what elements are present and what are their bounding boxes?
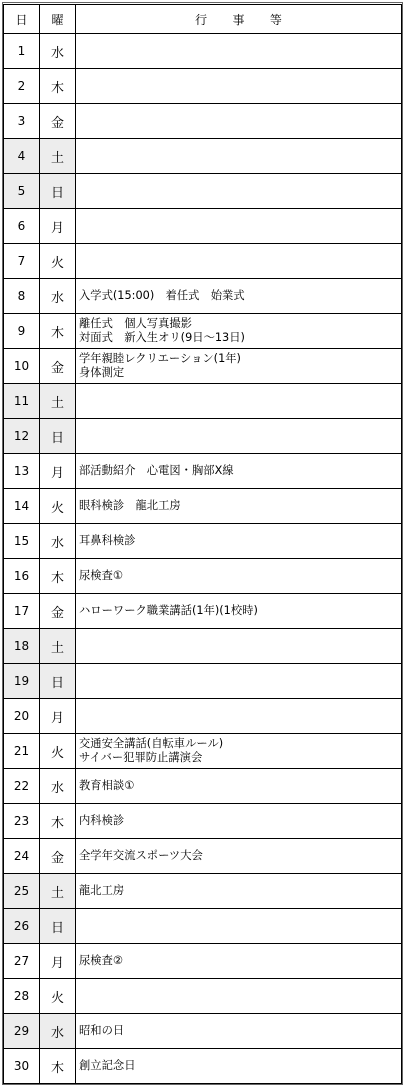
weekday-cell: 月 bbox=[40, 699, 76, 734]
event-cell bbox=[76, 174, 402, 209]
event-cell bbox=[76, 244, 402, 279]
event-cell bbox=[76, 279, 402, 314]
event-cell bbox=[76, 839, 402, 874]
event-line-2: 対面式 新入生オリ(9日～13日) bbox=[79, 331, 245, 344]
day-cell: 30 bbox=[4, 1049, 40, 1084]
day-cell: 9 bbox=[4, 314, 40, 349]
weekday-cell: 月 bbox=[40, 944, 76, 979]
table-row bbox=[4, 419, 402, 454]
weekday-cell: 水 bbox=[40, 1014, 76, 1049]
table-row bbox=[4, 104, 402, 139]
day-cell: 29 bbox=[4, 1014, 40, 1049]
table-row bbox=[4, 139, 402, 174]
event-cell bbox=[76, 979, 402, 1014]
event-line-1: 学年親睦レクリエーション(1年) bbox=[79, 352, 241, 365]
weekday-cell: 日 bbox=[40, 174, 76, 209]
table-row bbox=[4, 734, 402, 769]
day-cell: 2 bbox=[4, 69, 40, 104]
table-row bbox=[4, 559, 402, 594]
day-cell: 18 bbox=[4, 629, 40, 664]
event-line-1: 尿検査② bbox=[79, 954, 124, 967]
day-cell: 15 bbox=[4, 524, 40, 559]
weekday-cell: 土 bbox=[40, 384, 76, 419]
event-cell bbox=[76, 664, 402, 699]
event-cell bbox=[76, 454, 402, 489]
event-cell bbox=[76, 419, 402, 454]
table-row bbox=[4, 664, 402, 699]
day-cell: 5 bbox=[4, 174, 40, 209]
weekday-cell: 火 bbox=[40, 734, 76, 769]
table-row bbox=[4, 279, 402, 314]
day-cell: 8 bbox=[4, 279, 40, 314]
event-line-1: 交通安全講話(自転車ルール) bbox=[79, 737, 224, 750]
table-row bbox=[4, 699, 402, 734]
day-cell: 1 bbox=[4, 34, 40, 69]
event-cell bbox=[76, 104, 402, 139]
day-cell: 22 bbox=[4, 769, 40, 804]
weekday-cell: 金 bbox=[40, 594, 76, 629]
event-line-2: サイバー犯罪防止講演会 bbox=[79, 751, 203, 764]
table-row bbox=[4, 909, 402, 944]
day-cell: 20 bbox=[4, 699, 40, 734]
weekday-cell: 木 bbox=[40, 314, 76, 349]
weekday-cell: 金 bbox=[40, 104, 76, 139]
weekday-cell: 土 bbox=[40, 874, 76, 909]
day-cell: 3 bbox=[4, 104, 40, 139]
table-row bbox=[4, 944, 402, 979]
day-cell: 6 bbox=[4, 209, 40, 244]
event-line-1: 部活動紹介 心電図・胸部X線 bbox=[79, 464, 234, 477]
table-row bbox=[4, 629, 402, 664]
table-row bbox=[4, 804, 402, 839]
event-cell bbox=[76, 489, 402, 524]
weekday-cell: 水 bbox=[40, 279, 76, 314]
event-line-2: 身体測定 bbox=[79, 366, 125, 379]
weekday-cell: 日 bbox=[40, 664, 76, 699]
event-line-1: 創立記念日 bbox=[79, 1059, 136, 1072]
event-line-1: 昭和の日 bbox=[79, 1024, 125, 1037]
table-row bbox=[4, 244, 402, 279]
weekday-cell: 火 bbox=[40, 979, 76, 1014]
weekday-cell: 月 bbox=[40, 454, 76, 489]
weekday-cell: 土 bbox=[40, 629, 76, 664]
event-cell bbox=[76, 944, 402, 979]
event-line-1: 眼科検診 龍北工房 bbox=[79, 499, 181, 512]
event-cell bbox=[76, 69, 402, 104]
day-cell: 17 bbox=[4, 594, 40, 629]
weekday-cell: 木 bbox=[40, 804, 76, 839]
table-row bbox=[4, 594, 402, 629]
day-cell: 21 bbox=[4, 734, 40, 769]
weekday-cell: 火 bbox=[40, 489, 76, 524]
table-row bbox=[4, 384, 402, 419]
header-row bbox=[4, 5, 402, 34]
weekday-cell: 木 bbox=[40, 1049, 76, 1084]
table-row bbox=[4, 349, 402, 384]
table-row bbox=[4, 209, 402, 244]
event-line-1: 耳鼻科検診 bbox=[79, 534, 136, 547]
weekday-cell: 日 bbox=[40, 419, 76, 454]
table-row bbox=[4, 174, 402, 209]
weekday-cell: 金 bbox=[40, 839, 76, 874]
table-row bbox=[4, 1014, 402, 1049]
weekday-cell: 水 bbox=[40, 524, 76, 559]
weekday-cell: 金 bbox=[40, 349, 76, 384]
day-cell: 19 bbox=[4, 664, 40, 699]
event-cell bbox=[76, 34, 402, 69]
day-cell: 27 bbox=[4, 944, 40, 979]
day-cell: 4 bbox=[4, 139, 40, 174]
event-line-1: 尿検査① bbox=[79, 569, 124, 582]
day-cell: 25 bbox=[4, 874, 40, 909]
event-cell bbox=[76, 349, 402, 384]
table-row bbox=[4, 489, 402, 524]
event-cell bbox=[76, 874, 402, 909]
day-cell: 16 bbox=[4, 559, 40, 594]
event-cell bbox=[76, 804, 402, 839]
table-row bbox=[4, 874, 402, 909]
event-line-1: 龍北工房 bbox=[79, 884, 125, 897]
header-weekday: 曜 bbox=[40, 5, 76, 34]
weekday-cell: 木 bbox=[40, 69, 76, 104]
event-cell bbox=[76, 1014, 402, 1049]
day-cell: 11 bbox=[4, 384, 40, 419]
table-row bbox=[4, 34, 402, 69]
table-row bbox=[4, 524, 402, 559]
event-cell bbox=[76, 314, 402, 349]
weekday-cell: 火 bbox=[40, 244, 76, 279]
weekday-cell: 土 bbox=[40, 139, 76, 174]
event-cell bbox=[76, 769, 402, 804]
day-cell: 26 bbox=[4, 909, 40, 944]
table-row bbox=[4, 769, 402, 804]
table-row bbox=[4, 839, 402, 874]
day-cell: 12 bbox=[4, 419, 40, 454]
event-cell bbox=[76, 734, 402, 769]
weekday-cell: 水 bbox=[40, 34, 76, 69]
table-row bbox=[4, 314, 402, 349]
day-cell: 28 bbox=[4, 979, 40, 1014]
event-cell bbox=[76, 384, 402, 419]
schedule-table bbox=[3, 4, 402, 1084]
table-row bbox=[4, 69, 402, 104]
day-cell: 13 bbox=[4, 454, 40, 489]
event-cell bbox=[76, 629, 402, 664]
table-row bbox=[4, 979, 402, 1014]
day-cell: 7 bbox=[4, 244, 40, 279]
day-cell: 10 bbox=[4, 349, 40, 384]
header-day: 日 bbox=[4, 5, 40, 34]
event-cell bbox=[76, 524, 402, 559]
event-cell bbox=[76, 909, 402, 944]
event-line-1: 教育相談① bbox=[79, 779, 135, 792]
day-cell: 14 bbox=[4, 489, 40, 524]
event-line-1: 内科検診 bbox=[79, 814, 125, 827]
event-cell bbox=[76, 209, 402, 244]
event-line-1: 入学式(15:00) 着任式 始業式 bbox=[79, 289, 245, 302]
header-event: 行 事 等 bbox=[76, 5, 402, 34]
day-cell: 23 bbox=[4, 804, 40, 839]
weekday-cell: 月 bbox=[40, 209, 76, 244]
event-cell bbox=[76, 139, 402, 174]
weekday-cell: 木 bbox=[40, 559, 76, 594]
weekday-cell: 日 bbox=[40, 909, 76, 944]
event-cell bbox=[76, 699, 402, 734]
event-line-1: ハローワーク職業講話(1年)(1校時) bbox=[79, 604, 258, 617]
weekday-cell: 水 bbox=[40, 769, 76, 804]
event-line-1: 全学年交流スポーツ大会 bbox=[79, 849, 203, 862]
table-row bbox=[4, 1049, 402, 1084]
table-row bbox=[4, 454, 402, 489]
event-cell bbox=[76, 594, 402, 629]
day-cell: 24 bbox=[4, 839, 40, 874]
event-line-1: 離任式 個人写真撮影 bbox=[79, 317, 192, 330]
event-cell bbox=[76, 1049, 402, 1084]
event-cell bbox=[76, 559, 402, 594]
